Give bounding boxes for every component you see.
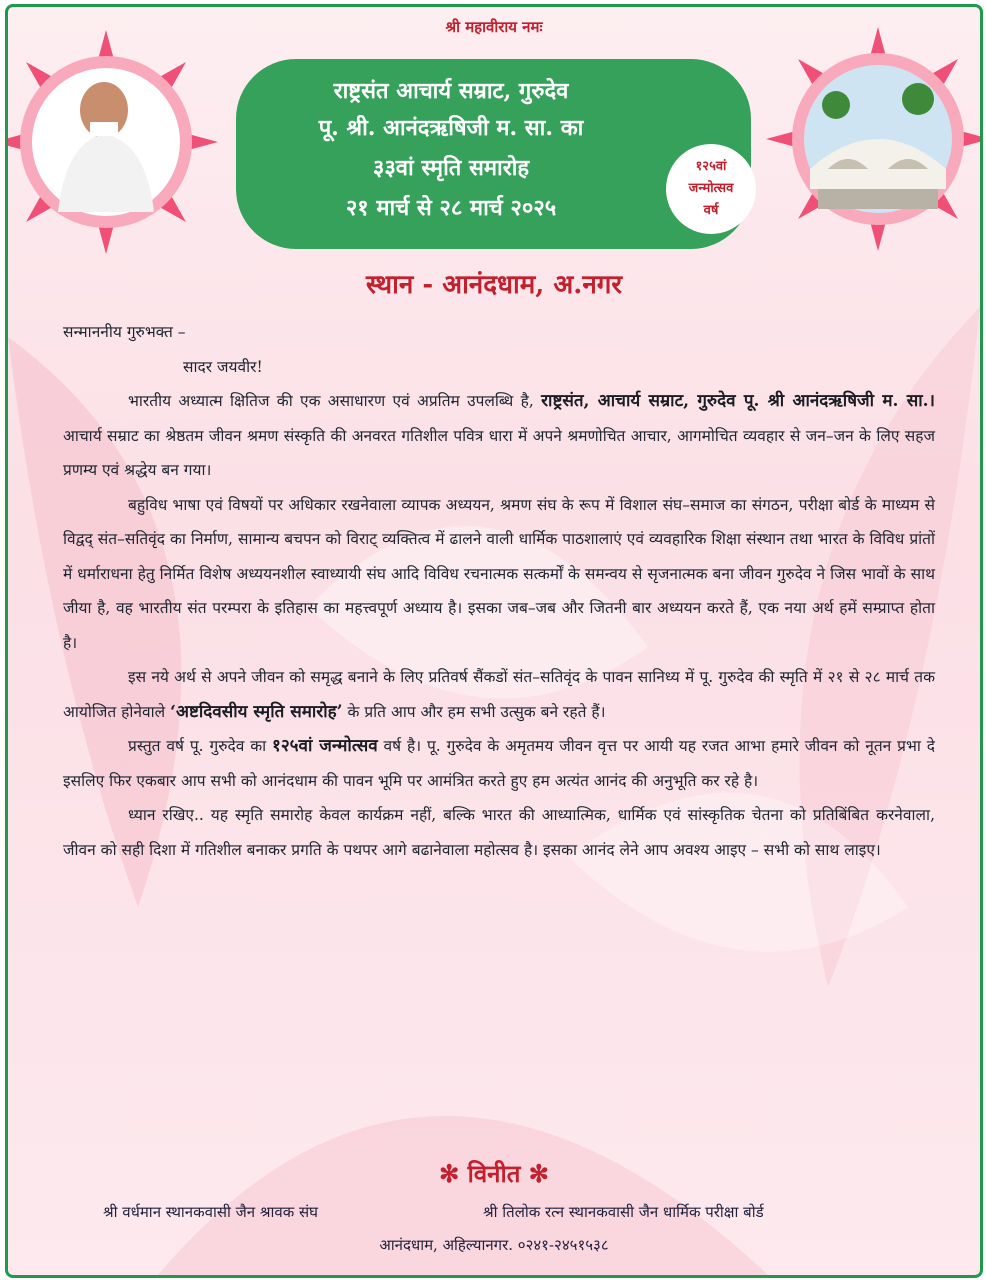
venue-photo-flower bbox=[758, 19, 983, 259]
contact-address: आनंदधाम, अहिल्यानगर. ०२४१-२४५१५३८ bbox=[379, 1236, 609, 1254]
letter-paragraph-3: इस नये अर्थ से अपने जीवन को समृद्ध बनाने के लिए प्रतिवर्ष सैंकडों संत–सतिवृंद के पावन सानिध्य में पू. गुरुदेव की स्मृति में २१ से २८ मार्च तक आयोजित होनेवाले ‘अष्टदिवसीय स्मृति समारोह’ के प्रति आप और हम सभी उत्सुक बने रहते हैं। bbox=[63, 668, 935, 722]
letter-paragraph-5: ध्यान रखिए.. यह स्मृति समारोह केवल कार्यक्रम नहीं, बल्कि भारत की आध्यात्मिक, धार्मिक एवं सांस्कृतिक चेतना को प्रतिबिंबित करनेवाला, जीवन को सही दिशा में गतिशील बनाकर प्रगति के पथपर आगे बढानेवाला महोत्सव है। इसका आनंद लेने आप अवश्य आइए – सभी को साथ लाइए। bbox=[63, 806, 935, 859]
badge-line: १२५वां bbox=[695, 159, 727, 174]
organizer-sangh: श्री वर्धमान स्थानकवासी जैन श्रावक संघ bbox=[103, 1203, 319, 1221]
letter-paragraph-2: बहुविध भाषा एवं विषयों पर अधिकार रखनेवाला व्यापक अध्ययन, श्रमण संघ के रूप में विशाल संघ–समाज का संगठन, परीक्षा बोर्ड के माध्यम से विद्वद् संत–सतिवृंद का निर्माण, सामान्य बचपन को विराट् व्यक्तित्व में ढालने वाली धार्मिक पाठशालाएं एवं व्यवहारिक शिक्षा संस्थान तथा भारत के विविध प्रांतों में धर्माराधना हेतु निर्मित विशेष अध्ययनशील स्वाध्यायी संघ आदि विविध रचनात्मक सत्कर्मों के समन्वय से सृजनात्मक बना जीवन गुरुदेव ने जिस भावों के साथ जीया है, वह भारतीय संत परम्परा के इतिहास का महत्त्वपूर्ण अध्याय है। इसका जब–जब और जितनी बार अध्ययन करते हैं, एक नया अर्थ हमें सम्प्राप्त होता है। bbox=[63, 495, 936, 652]
invitation-frame bbox=[5, 4, 983, 1278]
banner-title-line: राष्ट्रसंत आचार्य सम्राट, गुरुदेव bbox=[333, 78, 569, 104]
closing-signature: ✻ विनीत ✻ bbox=[439, 1159, 549, 1188]
letter-paragraph-1: भारतीय अध्यात्म क्षितिज की एक असाधारण एवं अप्रतिम उपलब्धि है, राष्ट्रसंत, आचार्य सम्राट, गुरुदेव पू. श्री आनंदऋषिजी म. सा.। आचार्य सम्राट का श्रेष्ठतम जीवन श्रमण संस्कृति की अनवरत गतिशील पवित्र धारा में अपने श्रमणोचित आचार, आगमोचित व्यवहार से जन–जन के लिए सहज प्रणम्य एवं श्रद्धेय बन गया। bbox=[63, 391, 935, 479]
banner-event-line: ३३वां स्मृति समारोह bbox=[372, 155, 530, 181]
venue-heading: स्थान - आनंदधाम, अ.नगर bbox=[365, 270, 623, 300]
badge-line: वर्ष bbox=[703, 203, 719, 218]
letter-paragraph-4: प्रस्तुत वर्ष पू. गुरुदेव का १२५वां जन्मोत्सव वर्ष है। पू. गुरुदेव के अमृतमय जीवन वृत्त पर आयी यह रजत आभा हमारे जीवन को नूतन प्रभा दे इसलिए फिर एकबार आप सभी को आनंदधाम की पावन भूमि पर आमंत्रित करते हुए हम अत्यंत आनंद की अनुभूति कर रहे है। bbox=[63, 736, 935, 790]
banner-dates-line: २१ मार्च से २८ मार्च २०२५ bbox=[345, 195, 557, 221]
banner-name-line: पू. श्री. आनंदऋषिजी म. सा. का bbox=[318, 115, 584, 141]
letter-salutation: सन्माननीय गुरुभक्त – bbox=[63, 323, 186, 341]
invitation-letter bbox=[63, 315, 935, 867]
guru-portrait-flower bbox=[5, 22, 226, 262]
organizer-exam-board: श्री तिलोक रत्न स्थानकवासी जैन धार्मिक परीक्षा बोर्ड bbox=[483, 1203, 764, 1221]
event-banner bbox=[236, 59, 751, 249]
anniversary-badge bbox=[666, 144, 756, 234]
letter-greeting: सादर जयवीर! bbox=[183, 357, 263, 376]
invocation-text: श्री महावीराय नमः bbox=[445, 18, 543, 36]
badge-line: जन्मोत्सव bbox=[688, 181, 734, 196]
